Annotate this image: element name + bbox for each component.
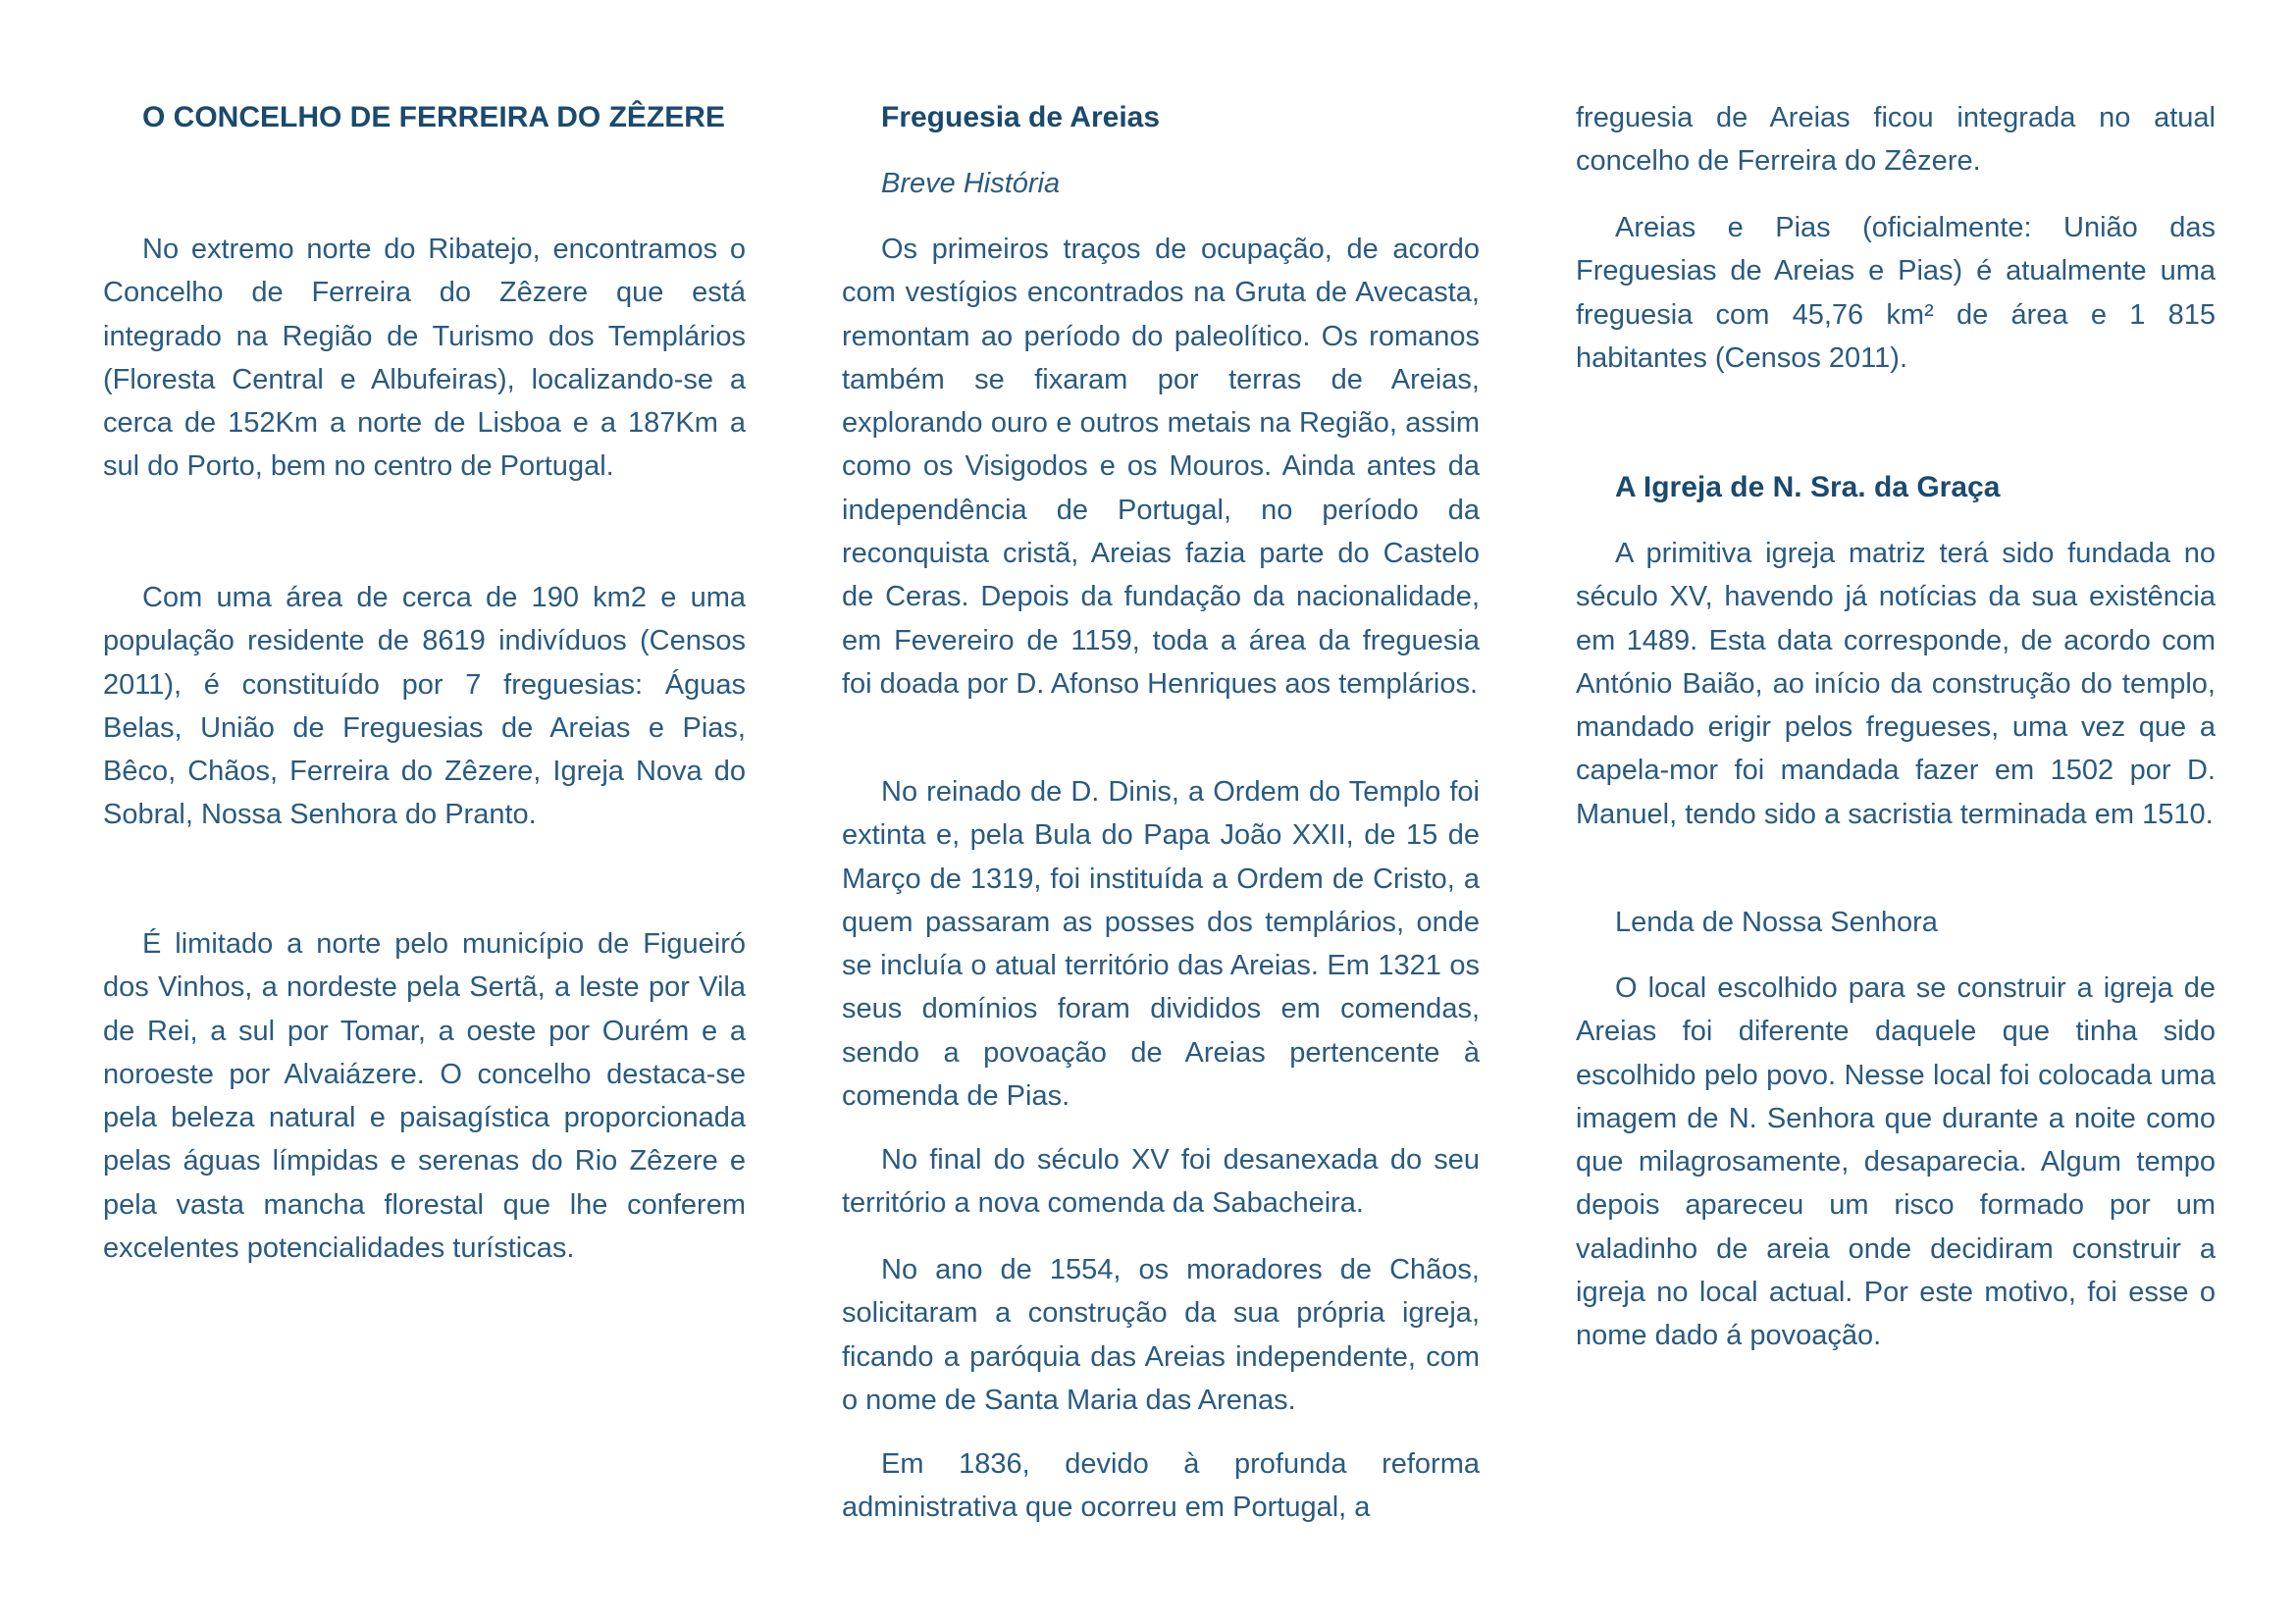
history-subtitle: Breve História	[881, 168, 1061, 199]
history-paragraph-3: No final do século XV foi desanexada do seu território a nova comenda da Sabacheira.	[842, 1144, 1480, 1220]
history-paragraph-2: No reinado de D. Dinis, a Ordem do Templo foi extinta e, pela Bula do Papa João XXII, de 15 de Março de 1319, foi instituída a Ordem de Cristo, a quem passaram as posses dos templários, onde se incluía o atual território das Areias. Em 1321 os seus domínios foram divididos em comendas, sendo a povoação de Areias pertencente à comenda de Pias.	[842, 776, 1480, 1113]
freguesia-title: Freguesia de Areias	[881, 101, 1161, 133]
history-paragraph-5: Em 1836, devido à profunda reforma administrativa que ocorreu em Portugal, a	[842, 1448, 1480, 1524]
history-paragraph-4: No ano de 1554, os moradores de Chãos, solicitaram a construção da sua própria igreja, ficando a paróquia das Areias independente, com o nome de Santa Maria das Arenas.	[842, 1254, 1480, 1416]
legend-paragraph: O local escolhido para se construir a igreja de Areias foi diferente daquele que tinha sido escolhido pelo povo. Nesse local foi colocada uma imagem de N. Senhora que durante a noite como que milagrosamente, desaparecia. Algum tempo depois apareceu um risco formado por um valadinho de areia onde decidiram construir a igreja no local actual. Por este motivo, foi esse o nome dado á povoação.	[1576, 972, 2216, 1352]
areias-pias-paragraph: Areias e Pias (oficialmente: União das Freguesias de Areias e Pias) é atualmente uma freguesia com 45,76 km² de área e 1 815 habitantes (Censos 2011).	[1576, 212, 2216, 374]
igreja-paragraph: A primitiva igreja matriz terá sido fundada no século XV, havendo já notícias da sua existência em 1489. Esta data corresponde, de acordo com António Baião, ao início da construção do templo, mandado erigir pelos fregueses, uma vez que a capela-mor foi mandada fazer em 1502 por D. Manuel, tendo sido a sacristia terminada em 1510.	[1576, 538, 2216, 830]
concelho-title: O CONCELHO DE FERREIRA DO ZÊZERE	[142, 101, 725, 133]
concelho-location-paragraph: No extremo norte do Ribatejo, encontramos o Concelho de Ferreira do Zêzere que está integrado na Região de Turismo dos Templários (Floresta Central e Albufeiras), localizando-se a cerca de 152Km a norte de Lisboa e a 187Km a sul do Porto, bem no centro de Portugal.	[103, 234, 746, 483]
history-paragraph-1: Os primeiros traços de ocupação, de acordo com vestígios encontrados na Gruta de Avecasta, remontam ao período do paleolítico. Os romanos também se fixaram por terras de Areias, explorando ouro e outros metais na Região, assim como os Visigodos e os Mouros. Ainda antes da independência de Portugal, no período da reconquista cristã, Areias fazia parte do Castelo de Ceras. Depois da fundação da nacionalidade, em Fevereiro de 1159, toda a área da freguesia foi doada por D. Afonso Henriques aos templários.	[842, 234, 1480, 700]
history-continuation-paragraph: freguesia de Areias ficou integrada no atual concelho de Ferreira do Zêzere.	[1576, 102, 2216, 178]
concelho-limits-paragraph: É limitado a norte pelo município de Figueiró dos Vinhos, a nordeste pela Sertã, a leste por Vila de Rei, a sul por Tomar, a oeste por Ourém e a noroeste por Alvaiázere. O concelho destaca-se pela beleza natural e paisagística proporcionada pelas águas límpidas e serenas do Rio Zêzere e pela vasta mancha florestal que lhe conferem excelentes potencialidades turísticas.	[103, 928, 746, 1265]
legend-subtitle: Lenda de Nossa Senhora	[1615, 907, 1938, 938]
igreja-title: A Igreja de N. Sra. da Graça	[1615, 471, 2001, 503]
concelho-area-paragraph: Com uma área de cerca de 190 km2 e uma população residente de 8619 indivíduos (Censos 2011), é constituído por 7 freguesias: Águas Belas, União de Freguesias de Areias e Pias, Bêco, Chãos, Ferreira do Zêzere, Igreja Nova do Sobral, Nossa Senhora do Pranto.	[103, 582, 746, 831]
